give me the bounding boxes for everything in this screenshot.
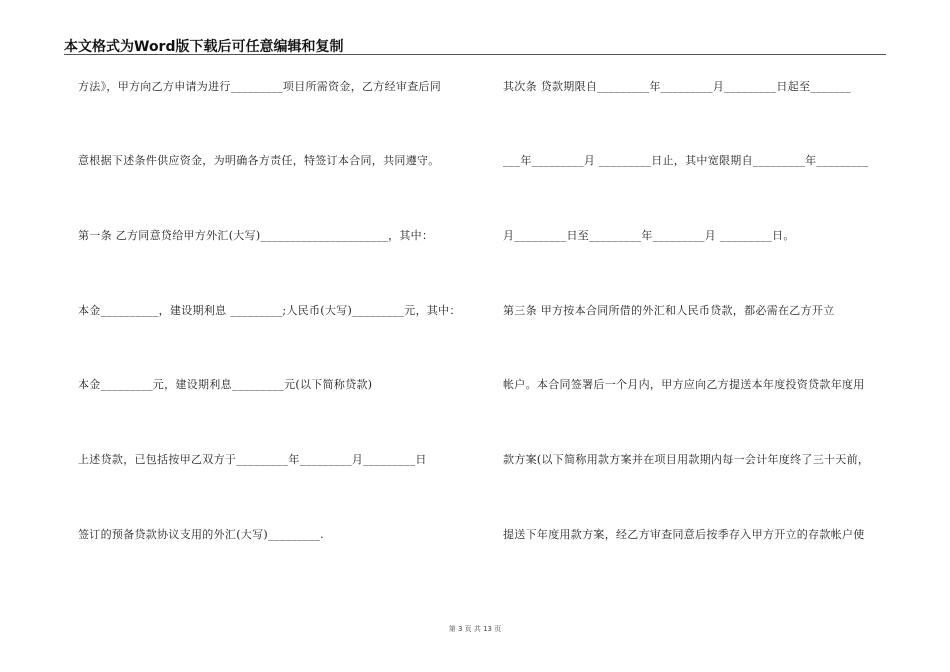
page-header-title: 本文格式为Word版下载后可任意编辑和复制 [64,39,344,55]
paragraph-line: 本金_________元，建设期利息_________元(以下简称贷款) [78,378,373,391]
paragraph-line: 本金__________，建设期利息 _________;人民币(大写)_________元，其中： [78,304,461,317]
paragraph-line: 第三条 甲方按本合同所借的外汇和人民币贷款，都必需在乙方开立 [503,304,835,317]
paragraph-line: 上述贷款，已包括按甲乙双方于_________年_________月_________日 [78,453,427,466]
page-number-footer: 第 3 页 共 13 页 [448,625,502,633]
paragraph-line: 签订的预备贷款协议支用的外汇(大写)_________. [78,528,324,541]
paragraph-line: 月_________日至_________年_________月 _________日。 [503,229,795,242]
paragraph-line: 款方案(以下简称用款方案并在项目用款期内每一会计年度终了三十天前， [503,453,870,466]
header-rule [64,54,886,55]
paragraph-line: 提送下年度用款方案，经乙方审查同意后按季存入甲方开立的存款帐户使 [503,528,865,541]
paragraph-line: 意根据下述条件供应资金，为明确各方责任，特签订本合同，共同遵守。 [78,154,440,167]
paragraph-line: 帐户。本合同签署后一个月内，甲方应向乙方提送本年度投资贷款年度用 [503,378,865,391]
paragraph-line: ___年_________月 _________日止，其中宽限期自_________年_________ [503,154,869,167]
paragraph-line: 其次条 贷款期限自_________年_________月_________日起至_______ [503,80,851,93]
paragraph-line: 第一条 乙方同意贷给甲方外汇(大写)______________________，其中： [78,229,434,242]
paragraph-line: 方法》，甲方向乙方申请为进行_________项目所需资金，乙方经审查后同 [78,80,442,93]
